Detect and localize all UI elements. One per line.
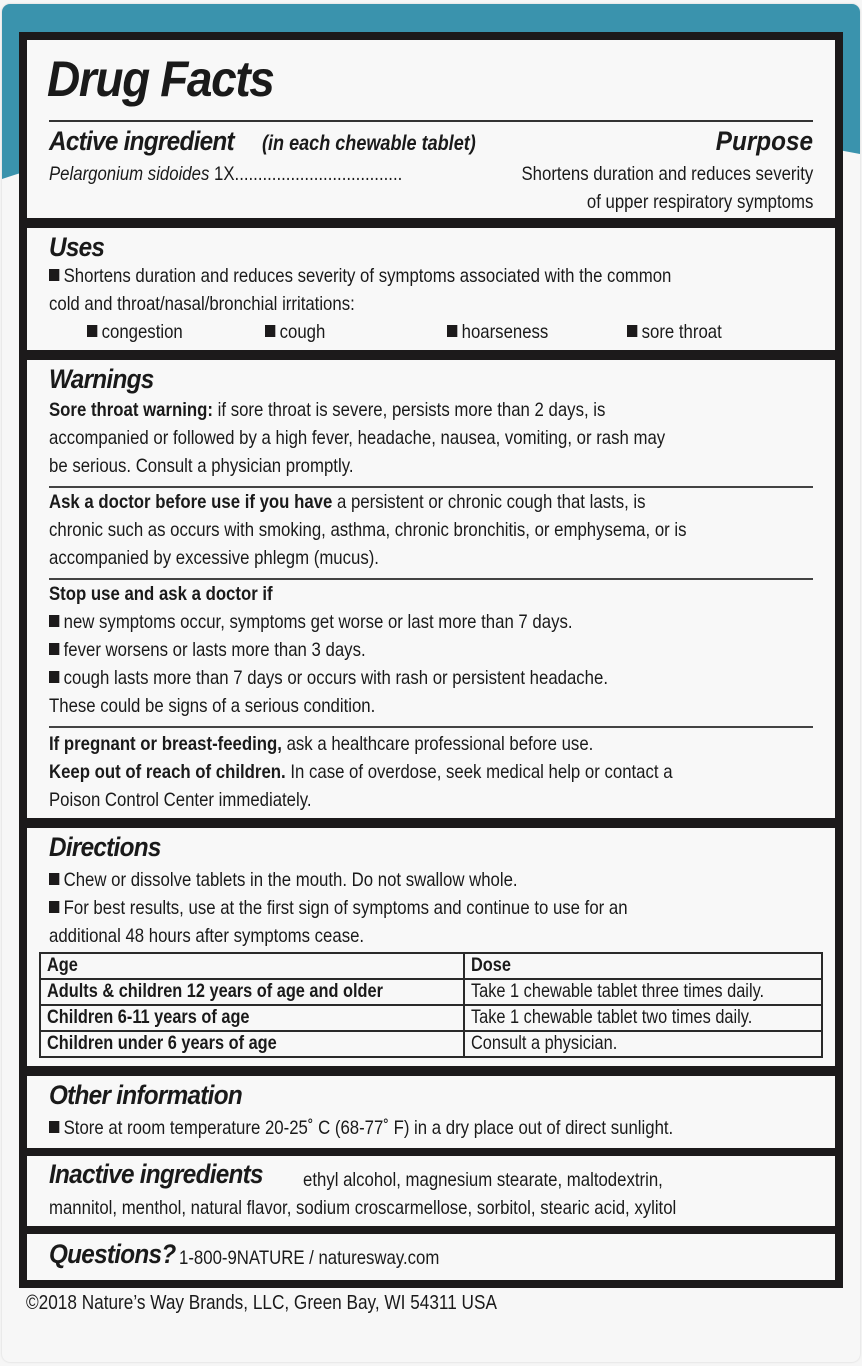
keep-out-label: Keep out of reach of children. (49, 761, 286, 783)
uses-item-label: hoarseness (461, 321, 549, 343)
age-cell: Children 6-11 years of age (47, 1007, 250, 1028)
bullet-square-icon (49, 269, 59, 281)
directions-panel (27, 828, 835, 1066)
directions-text: Chew or dissolve tablets in the mouth. Do not swallow whole. (63, 869, 518, 891)
header-age: Age (47, 955, 78, 976)
bullet-square-icon (447, 325, 457, 337)
uses-line-1 (49, 264, 671, 288)
sore-throat-line-2: accompanied or followed by a high fever, headache, nausea, vomiting, or rash may (49, 427, 666, 449)
uses-item (87, 320, 183, 344)
uses-panel (27, 228, 835, 350)
ingredient-name: Pelargonium sidoides (49, 163, 210, 185)
divider (49, 120, 813, 122)
directions-text: For best results, use at the first sign of symptoms and continue to use for an (63, 897, 628, 919)
inactive-text-2: mannitol, menthol, natural flavor, sodium croscarmellose, sorbitol, stearic acid, xylitol (49, 1197, 677, 1219)
age-cell: Adults & children 12 years of age and older (47, 981, 383, 1002)
dose-cell: Consult a physician. (471, 1033, 618, 1054)
stop-use-text: new symptoms occur, symptoms get worse or last more than 7 days. (63, 611, 573, 633)
bullet-square-icon (49, 643, 59, 655)
dose-cell: Take 1 chewable tablet two times daily. (471, 1007, 753, 1028)
table-cell (40, 1005, 464, 1031)
divider (49, 578, 813, 580)
bullet-square-icon (627, 325, 637, 337)
uses-item (447, 320, 548, 344)
stop-use-tail: These could be signs of a serious condition. (49, 695, 376, 717)
table-cell (40, 1031, 464, 1057)
purpose-heading: Purpose (715, 126, 813, 156)
drug-facts-label (2, 4, 860, 1362)
uses-item-label: sore throat (641, 321, 722, 343)
active-heading-sub: (in each chewable tablet) (262, 132, 476, 155)
warnings-heading: Warnings (49, 364, 154, 394)
ask-doctor-text: a persistent or chronic cough that lasts, is (332, 491, 646, 513)
drug-facts-frame (19, 32, 843, 1288)
divider (49, 486, 813, 488)
bullet-square-icon (49, 1121, 59, 1133)
warnings-panel (27, 360, 835, 818)
questions-panel (27, 1234, 835, 1280)
table-header-cell (40, 953, 464, 979)
table-row (40, 1031, 822, 1057)
uses-item-label: cough (279, 321, 326, 343)
uses-line-2: cold and throat/nasal/bronchial irritations: (49, 293, 355, 315)
stop-use-item (49, 638, 366, 662)
ask-doctor-label: Ask a doctor before use if you have (49, 491, 333, 513)
table-header-cell (464, 953, 822, 979)
directions-item-cont: additional 48 hours after symptoms cease. (49, 925, 365, 947)
divider (49, 726, 813, 728)
bullet-square-icon (49, 671, 59, 683)
bullet-square-icon (87, 325, 97, 337)
stop-use-text: fever worsens or lasts more than 3 days. (63, 639, 366, 661)
dotted-leader: .................................... (234, 163, 403, 185)
uses-heading-wrap (49, 232, 110, 263)
other-info-heading: Other information (49, 1080, 242, 1110)
purpose-line-1: Shortens duration and reduces severity (521, 163, 813, 185)
stop-use-text: cough lasts more than 7 days or occurs with rash or persistent headache. (63, 667, 609, 689)
sore-throat-text: if sore throat is severe, persists more than 2 days, is (212, 399, 606, 421)
table-cell (40, 979, 464, 1005)
other-info-panel (27, 1076, 835, 1148)
ask-doctor-line-2: chronic such as occurs with smoking, asthma, chronic bronchitis, or emphysema, or is (49, 519, 687, 541)
purpose-line-2: of upper respiratory symptoms (586, 191, 813, 213)
inactive-heading: Inactive ingredients (49, 1159, 263, 1189)
keep-out-line-2: Poison Control Center immediately. (49, 789, 312, 811)
ingredient-line (49, 162, 402, 186)
directions-item (49, 896, 628, 920)
ask-doctor-line-3: accompanied by excessive phlegm (mucus). (49, 547, 379, 569)
pregnant-line (49, 732, 593, 756)
dose-cell: Take 1 chewable tablet three times daily. (471, 981, 765, 1002)
sore-throat-line-3: be serious. Consult a physician promptly. (49, 455, 354, 477)
stop-use-item (49, 666, 608, 690)
sore-throat-line-1 (49, 398, 605, 422)
keep-out-line-1 (49, 760, 673, 784)
directions-heading-wrap (49, 832, 173, 863)
header-dose: Dose (471, 955, 511, 976)
page-title: Drug Facts (47, 51, 274, 107)
questions-contact: 1-800-9NATURE / naturesway.com (179, 1247, 440, 1269)
active-heading-row (49, 126, 254, 157)
other-info-text: Store at room temperature 20-25˚ C (68-77˚ F) in a dry place out of direct sunlight. (63, 1117, 674, 1139)
other-heading-wrap (49, 1080, 263, 1111)
pregnant-label: If pregnant or breast-feeding, (49, 733, 282, 755)
uses-text: Shortens duration and reduces severity of symptoms associated with the common (63, 265, 672, 287)
active-ingredient-panel (27, 40, 835, 218)
bullet-square-icon (49, 873, 59, 885)
uses-item (627, 320, 722, 344)
warnings-heading-wrap (49, 364, 165, 395)
age-cell: Children under 6 years of age (47, 1033, 277, 1054)
sore-throat-label: Sore throat warning: (49, 399, 213, 421)
table-header-row (40, 953, 822, 979)
uses-item (265, 320, 325, 344)
ask-doctor-line-1 (49, 490, 646, 514)
active-heading: Active ingredient (49, 126, 234, 156)
keep-out-text: In case of overdose, seek medical help or contact a (285, 761, 673, 783)
questions-heading-wrap (49, 1239, 190, 1269)
directions-heading: Directions (49, 832, 161, 862)
inactive-line-1 (49, 1159, 287, 1189)
bullet-square-icon (49, 615, 59, 627)
other-info-item (49, 1116, 673, 1140)
stop-use-heading: Stop use and ask a doctor if (49, 583, 273, 605)
pregnant-text: ask a healthcare professional before use. (281, 733, 594, 755)
uses-item-label: congestion (101, 321, 183, 343)
table-cell (464, 1005, 822, 1031)
table-row (40, 979, 822, 1005)
table-cell (464, 1031, 822, 1057)
stop-use-item (49, 610, 573, 634)
bullet-square-icon (49, 901, 59, 913)
uses-heading: Uses (49, 232, 105, 262)
ingredient-strength: 1X (214, 163, 235, 185)
table-row (40, 1005, 822, 1031)
bullet-square-icon (265, 325, 275, 337)
questions-heading: Questions? (49, 1239, 176, 1269)
dosage-table (39, 952, 823, 1058)
inactive-text-1: ethyl alcohol, magnesium stearate, maltodextrin, (303, 1169, 663, 1191)
table-cell (464, 979, 822, 1005)
inactive-ingredients-panel (27, 1156, 835, 1226)
directions-item (49, 868, 518, 892)
copyright-notice: ©2018 Nature’s Way Brands, LLC, Green Bay, WI 54311 USA (26, 1292, 497, 1314)
